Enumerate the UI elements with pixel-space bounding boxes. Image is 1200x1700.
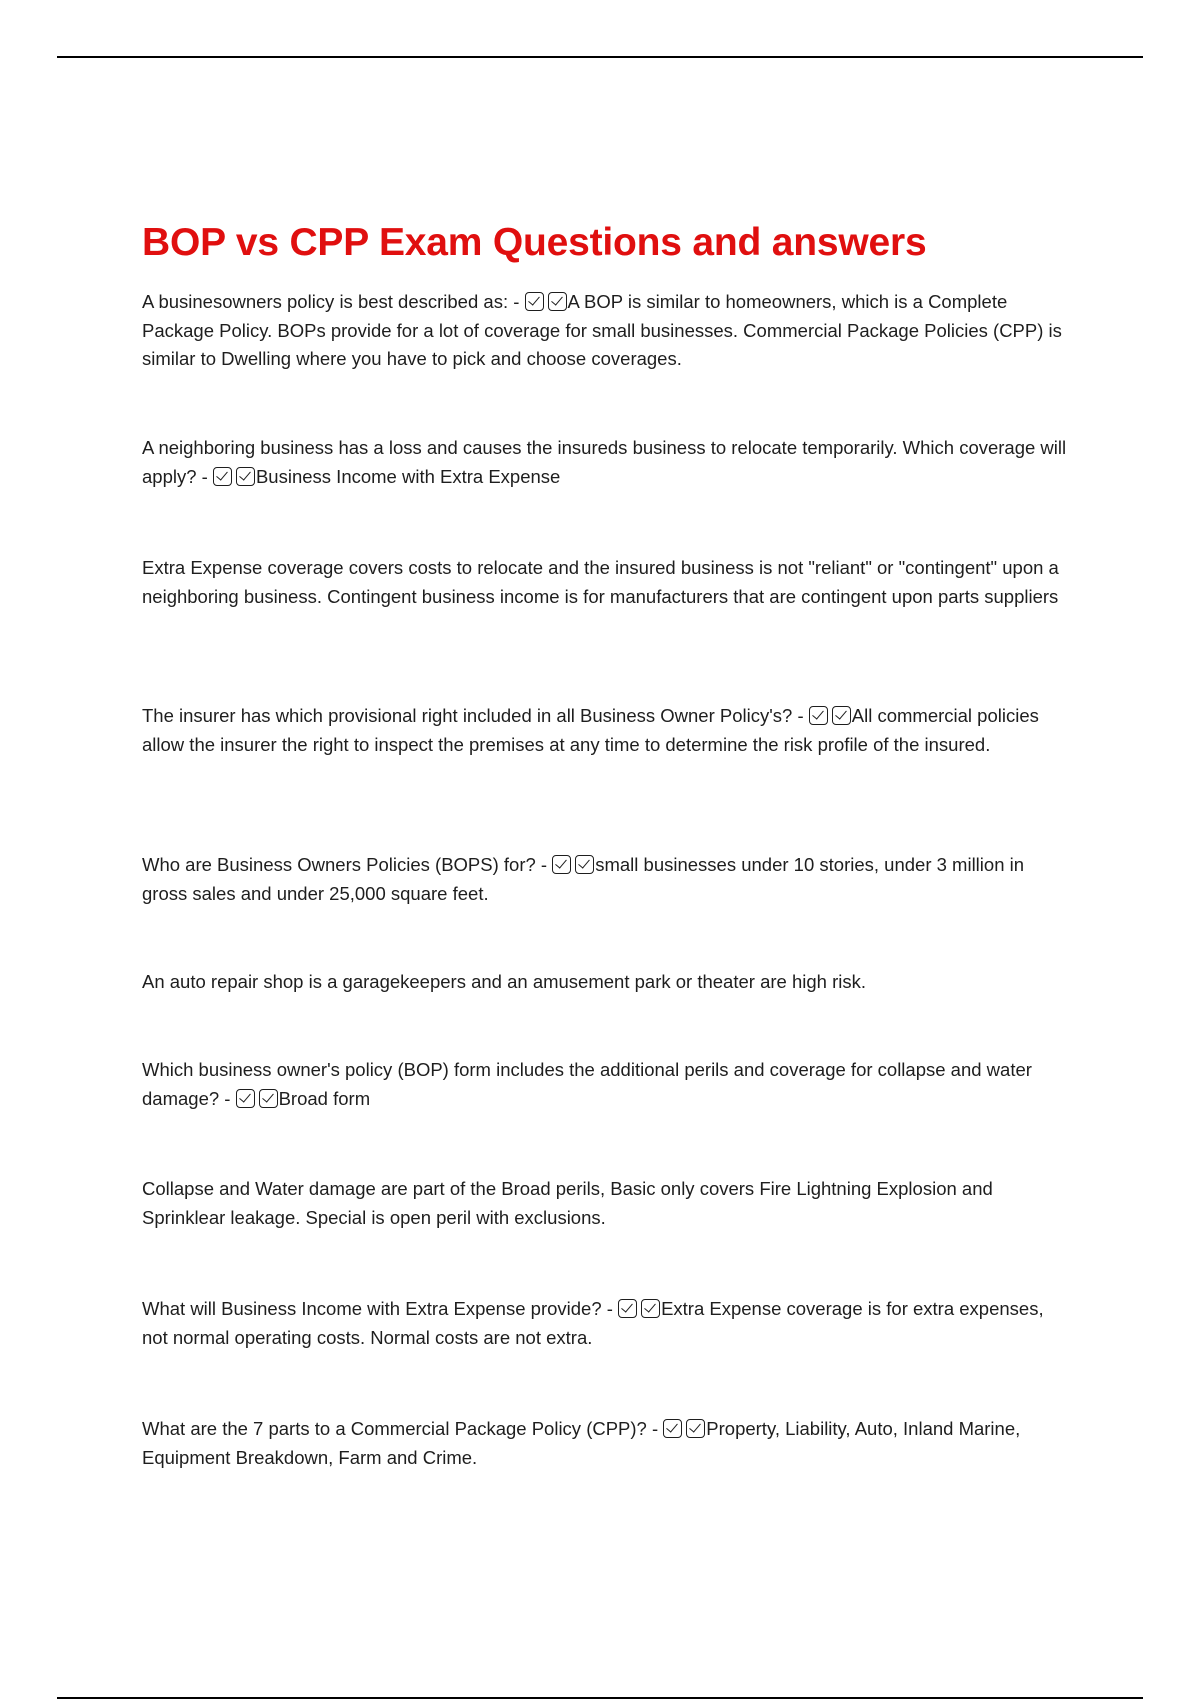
checkbox-checked-icon xyxy=(525,292,544,311)
checkbox-checked-icon xyxy=(259,1089,278,1108)
checkbox-checked-icon xyxy=(618,1299,637,1318)
answer-marker xyxy=(663,1415,706,1444)
answer-text: Broad form xyxy=(278,1087,371,1109)
question-text: The insurer has which provisional right included in all Business Owner Policy's? - xyxy=(142,705,804,726)
answer-marker xyxy=(552,851,595,880)
qa-entry xyxy=(142,1295,1072,1352)
answer-text: Property, Liability, Auto, Inland Marine, Equipment Breakdown, Farm and Crime. xyxy=(142,1418,1021,1468)
bottom-rule xyxy=(57,1697,1143,1699)
checkbox-checked-icon xyxy=(663,1419,682,1438)
question-text: Who are Business Owners Policies (BOPS) for? - xyxy=(142,854,548,875)
checkbox-checked-icon xyxy=(548,292,567,311)
checkbox-checked-icon xyxy=(552,855,571,874)
top-rule xyxy=(57,56,1143,58)
answer-text: small businesses under 10 stories, under 3 million in gross sales and under 25,000 square feet. xyxy=(142,854,1025,904)
qa-entry xyxy=(142,288,1072,374)
question-text: A neighboring business has a loss and causes the insureds business to relocate temporarily. Which coverage will apply? - xyxy=(142,437,1067,487)
checkbox-checked-icon xyxy=(236,467,255,486)
checkbox-checked-icon xyxy=(213,467,232,486)
checkbox-checked-icon xyxy=(832,706,851,725)
answer-text: Business Income with Extra Expense xyxy=(255,465,561,487)
checkbox-checked-icon xyxy=(809,706,828,725)
answer-marker xyxy=(525,288,568,317)
page-title: BOP vs CPP Exam Questions and answers xyxy=(142,221,927,264)
question-text: What are the 7 parts to a Commercial Package Policy (CPP)? - xyxy=(142,1418,659,1439)
answer-marker xyxy=(618,1295,661,1324)
checkbox-checked-icon xyxy=(575,855,594,874)
question-text: Which business owner's policy (BOP) form includes the additional perils and coverage for collapse and water damage? - xyxy=(142,1059,1032,1109)
answer-text: All commercial policies allow the insurer the right to inspect the premises at any time to determine the risk profile of the insured. xyxy=(142,705,1039,755)
qa-entry xyxy=(142,1415,1072,1472)
explanation-paragraph: An auto repair shop is a garagekeepers and an amusement park or theater are high risk. xyxy=(142,971,866,992)
checkbox-checked-icon xyxy=(236,1089,255,1108)
explanation-paragraph: Collapse and Water damage are part of the Broad perils, Basic only covers Fire Lightning Explosion and Sprinklear leakage. Special is open peril with exclusions. xyxy=(142,1178,993,1228)
question-text: A businesowners policy is best described as: - xyxy=(142,291,520,312)
qa-entry xyxy=(142,702,1072,759)
qa-entry xyxy=(142,434,1072,491)
question-text: What will Business Income with Extra Expense provide? - xyxy=(142,1298,613,1319)
qa-entry xyxy=(142,1056,1072,1113)
answer-marker xyxy=(236,1085,279,1114)
answer-text: Extra Expense coverage is for extra expenses, not normal operating costs. Normal costs are not extra. xyxy=(142,1298,1044,1348)
qa-entry xyxy=(142,851,1072,908)
answer-marker xyxy=(809,702,852,731)
checkbox-checked-icon xyxy=(641,1299,660,1318)
checkbox-checked-icon xyxy=(686,1419,705,1438)
explanation-paragraph: Extra Expense coverage covers costs to relocate and the insured business is not "reliant" or "contingent" upon a neighboring business. Contingent business income is for manufacturers that are contingent upon parts suppliers xyxy=(142,557,1059,607)
answer-text: A BOP is similar to homeowners, which is a Complete Package Policy. BOPs provide for a lot of coverage for small businesses. Commercial Package Policies (CPP) is similar to Dwelling where you have to pick and choose coverages. xyxy=(142,291,1062,369)
answer-marker xyxy=(213,463,256,492)
